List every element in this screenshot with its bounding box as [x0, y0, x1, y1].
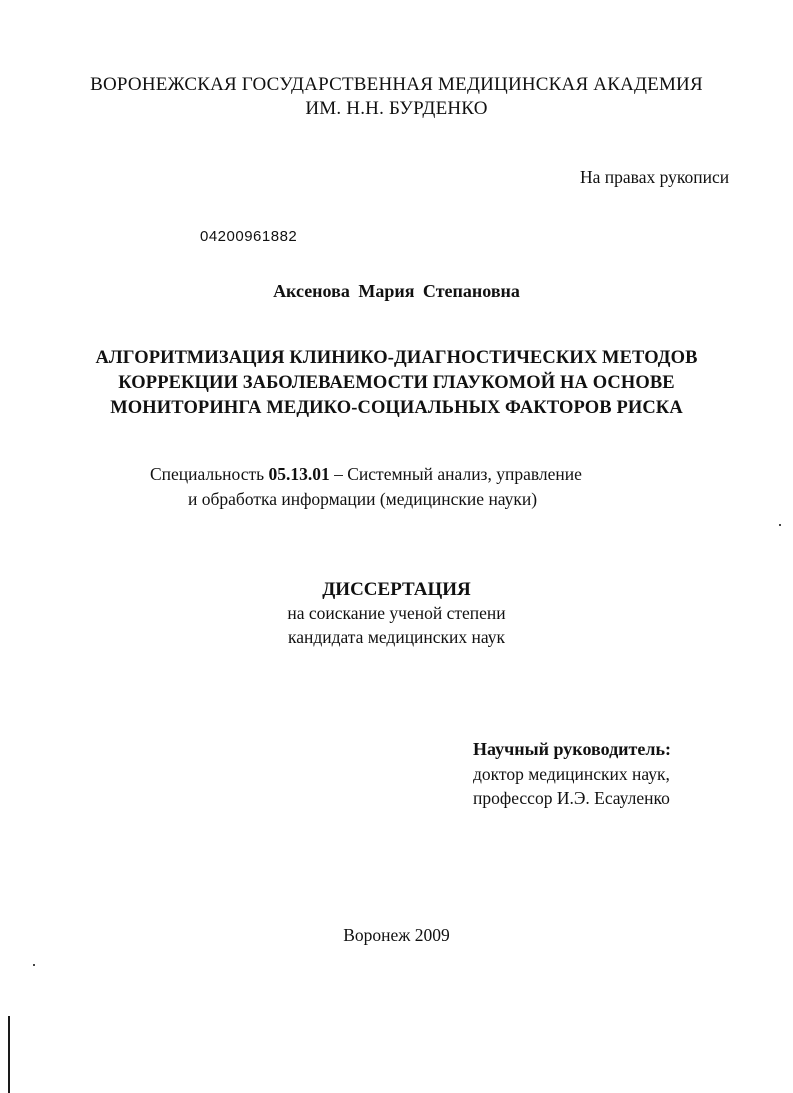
catalog-number-stamp: 04200961882: [200, 228, 298, 245]
scan-speck: [33, 964, 35, 966]
institution-name-line2: ИМ. Н.Н. БУРДЕНКО: [305, 98, 488, 119]
dissertation-degree-line2: кандидата медицинских наук: [287, 627, 506, 647]
specialty-label: Специальность: [150, 464, 265, 484]
rights-note: На правах рукописи: [580, 167, 730, 187]
author-name: Аксенова Мария Степановна: [273, 281, 520, 301]
institution-name-line1: ВОРОНЕЖСКАЯ ГОСУДАРСТВЕННАЯ МЕДИЦИНСКАЯ АКАДЕМИЯ: [90, 74, 703, 95]
city-year: Воронеж 2009: [343, 925, 450, 945]
supervisor-degree: доктор медицинских наук,: [473, 764, 670, 784]
specialty-line1: [150, 464, 582, 485]
scan-speck: [779, 524, 781, 526]
scan-edge-line: [8, 1016, 10, 1093]
dissertation-heading: ДИССЕРТАЦИЯ: [322, 579, 471, 600]
supervisor-name: профессор И.Э. Есауленко: [473, 788, 670, 808]
specialty-description-line2: и обработка информации (медицинские науки): [188, 489, 538, 509]
specialty-description-line1: – Системный анализ, управление: [334, 464, 582, 484]
dissertation-degree-line1: на соискание ученой степени: [287, 603, 506, 623]
supervisor-heading: Научный руководитель:: [473, 739, 671, 759]
thesis-title-line1: АЛГОРИТМИЗАЦИЯ КЛИНИКО-ДИАГНОСТИЧЕСКИХ МЕТОДОВ: [95, 348, 698, 368]
specialty-code: 05.13.01: [268, 464, 330, 484]
thesis-title-line2: КОРРЕКЦИИ ЗАБОЛЕВАЕМОСТИ ГЛАУКОМОЙ НА ОСНОВЕ: [118, 373, 675, 393]
thesis-title-line3: МОНИТОРИНГА МЕДИКО-СОЦИАЛЬНЫХ ФАКТОРОВ РИСКА: [110, 398, 683, 418]
